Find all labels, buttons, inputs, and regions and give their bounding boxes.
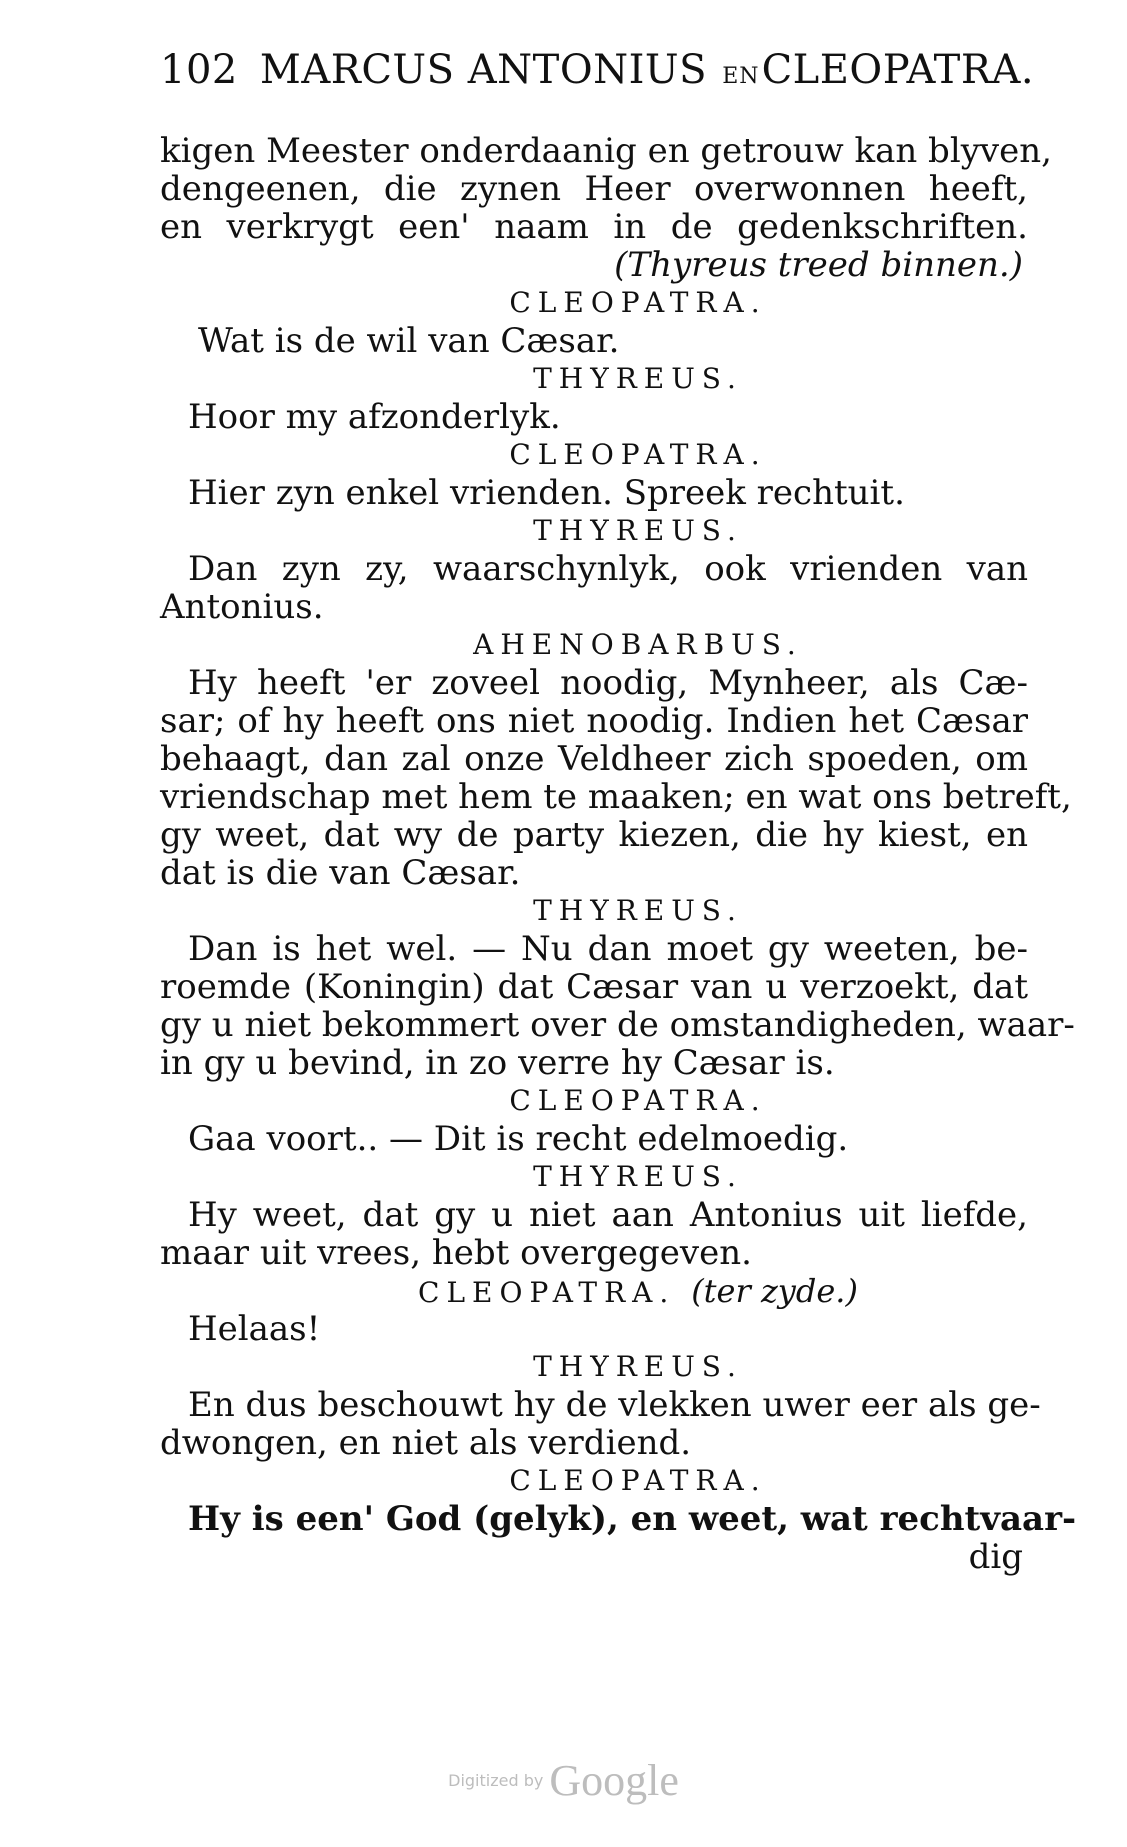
text-line: Hy is een' God (gelyk), en weet, wat rechtvaar- [188, 1499, 1077, 1539]
catchword: dig [968, 1537, 1023, 1577]
text-line: En dus beschouwt hy de vlekken uwer eer als ge- [188, 1385, 1041, 1425]
stage-direction: (Thyreus treed binnen.) [614, 245, 1023, 285]
text-line: Gaa voort.. — Dit is recht edelmoedig. [188, 1119, 849, 1159]
text-line: in gy u bevind, in zo verre hy Cæsar is. [160, 1043, 835, 1083]
text-line: Dan zyn zy, waarschynlyk, ook vrienden van [188, 549, 1028, 589]
watermark-brand: Google [549, 1756, 679, 1805]
text-line: maar uit vrees, hebt overgegeven. [160, 1233, 752, 1273]
running-title-part1: MARCUS ANTONIUS [259, 47, 708, 93]
text-line: vriendschap met hem te maaken; en wat ons betreft, [160, 777, 1072, 817]
speaker-name: CLEOPATRA. [509, 1084, 767, 1117]
page-text [160, 131, 1077, 1577]
speaker-name: AHENOBARBUS. [473, 628, 803, 661]
speaker-name: THYREUS. [533, 894, 743, 927]
text-line: gy weet, dat wy de party kiezen, die hy kiest, en [160, 815, 1028, 855]
text-line: Antonius. [160, 587, 324, 627]
speaker-name: CLEOPATRA. [509, 286, 767, 319]
stage-aside: (ter zyde.) [691, 1272, 858, 1310]
speaker-label: CLEOPATRA. [418, 1276, 676, 1309]
speaker-name: THYREUS. [533, 362, 743, 395]
text-line: Wat is de wil van Cæsar. [198, 321, 620, 361]
digitization-watermark [0, 1755, 1127, 1806]
speaker-name: CLEOPATRA. [509, 438, 767, 471]
speaker-name: THYREUS. [533, 1160, 743, 1193]
text-line: dengeenen, die zynen Heer overwonnen heeft, [160, 169, 1028, 209]
text-line: en verkrygt een' naam in de gedenkschriften. [160, 207, 1028, 247]
text-line: roemde (Koningin) dat Cæsar van u verzoekt, dat [160, 967, 1028, 1007]
text-line: dat is die van Cæsar. [160, 853, 521, 893]
running-head [160, 45, 1035, 102]
text-line: Dan is het wel. — Nu dan moet gy weeten, be- [188, 929, 1028, 969]
speaker-name: THYREUS. [533, 1350, 743, 1383]
text-line: Helaas! [188, 1309, 321, 1349]
digitized-label: Digitized by [448, 1771, 544, 1790]
speaker-name [188, 1272, 1028, 1310]
text-line: gy u niet bekommert over de omstandigheden, waar- [160, 1005, 1075, 1045]
text-line: Hier zyn enkel vrienden. Spreek rechtuit. [188, 473, 905, 513]
text-line: sar; of hy heeft ons niet noodig. Indien het Cæsar [160, 701, 1028, 741]
speaker-name: CLEOPATRA. [509, 1464, 767, 1497]
text-line: kigen Meester onderdaanig en getrouw kan blyven, [160, 131, 1052, 171]
running-title-conjunction: EN [722, 64, 760, 89]
text-line: Hy weet, dat gy u niet aan Antonius uit liefde, [188, 1195, 1028, 1235]
running-title-part2: CLEOPATRA. [761, 47, 1035, 93]
text-line: behaagt, dan zal onze Veldheer zich spoeden, om [160, 739, 1028, 779]
text-line: Hoor my afzonderlyk. [188, 397, 561, 437]
text-line: Hy heeft 'er zoveel noodig, Mynheer, als Cæ- [188, 663, 1028, 703]
text-line: dwongen, en niet als verdiend. [160, 1423, 692, 1463]
speaker-name: THYREUS. [533, 514, 743, 547]
page-number: 102 [160, 47, 238, 93]
